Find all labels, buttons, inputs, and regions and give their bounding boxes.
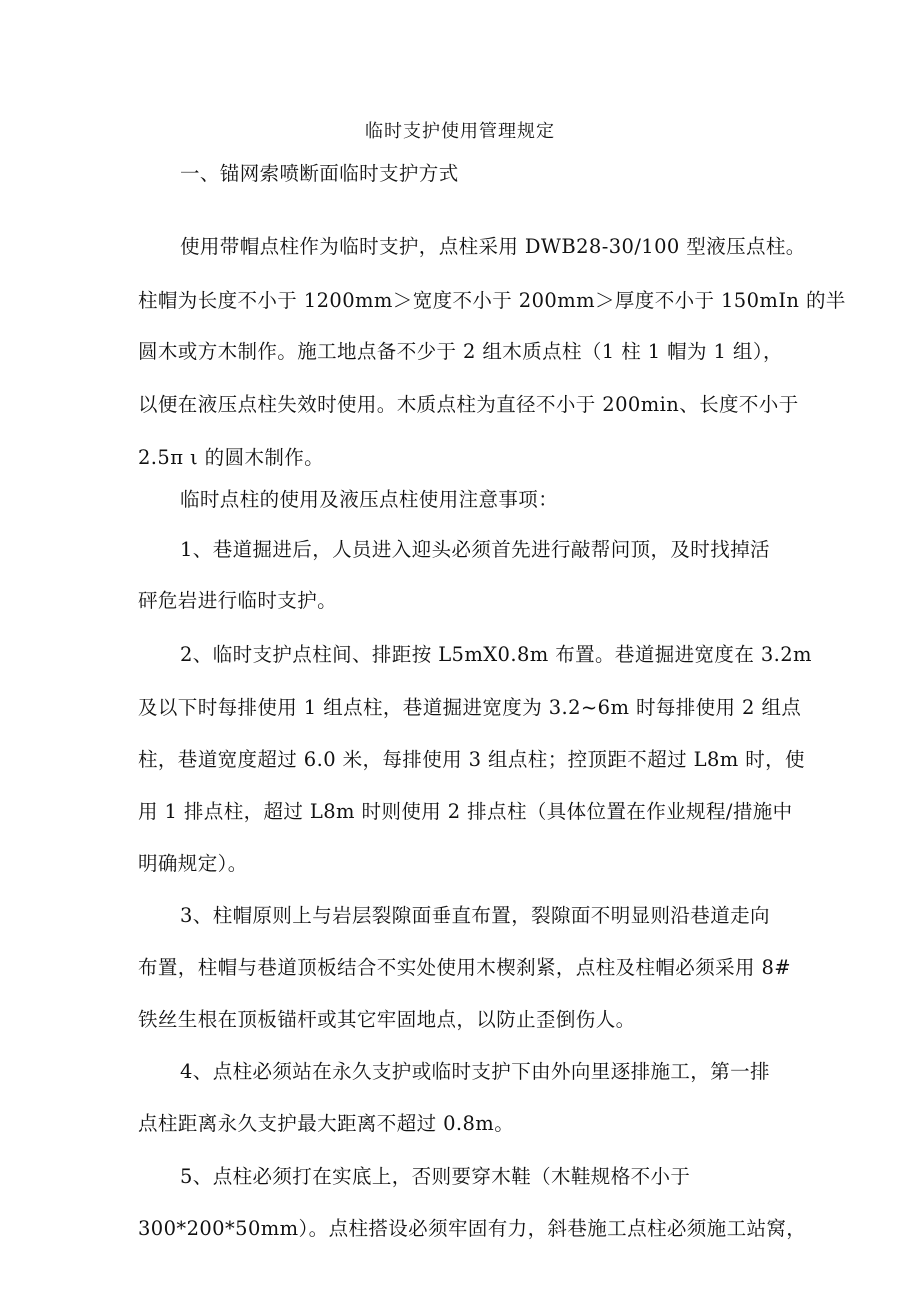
- paragraph-line: 2.5π ι 的圆木制作。: [138, 446, 325, 469]
- paragraph-line: 3、柱帽原则上与岩层裂隙面垂直布置，裂隙面不明显则沿巷道走向: [180, 904, 770, 927]
- paragraph-line: 5、点柱必须打在实底上，否则要穿木鞋（木鞋规格不小于: [180, 1165, 691, 1188]
- paragraph-line: 及以下时每排使用 1 组点柱，巷道掘进宽度为 3.2~6m 时每排使用 2 组点: [138, 696, 802, 719]
- paragraph-line: 使用带帽点柱作为临时支护，点柱采用 DWB28-30/100 型液压点柱。: [180, 235, 806, 258]
- section-heading: 一、锚网索喷断面临时支护方式: [180, 162, 459, 185]
- paragraph-line: 以便在液压点柱失效时使用。木质点柱为直径不小于 200min、长度不小于: [138, 393, 799, 416]
- paragraph-line: 4、点柱必须站在永久支护或临时支护下由外向里逐排施工，第一排: [180, 1060, 770, 1083]
- paragraph-line: 临时点柱的使用及液压点柱使用注意事项：: [180, 488, 559, 511]
- paragraph-line: 布置，柱帽与巷道顶板结合不实处使用木楔刹紧，点柱及柱帽必须采用 8#: [138, 956, 792, 979]
- paragraph-line: 柱帽为长度不小于 1200mm＞宽度不小于 200mm＞厚度不小于 150mIn 的半: [138, 289, 846, 312]
- paragraph-line: 明确规定）。: [138, 852, 248, 875]
- paragraph-line: 用 1 排点柱，超过 L8m 时则使用 2 排点柱（具体位置在作业规程/措施中: [138, 800, 793, 823]
- paragraph-line: 300*200*50mm）。点柱搭设必须牢固有力，斜巷施工点柱必须施工站窝，: [138, 1217, 807, 1240]
- paragraph-line: 1、巷道掘进后，人员进入迎头必须首先进行敲帮问顶，及时找掉活: [180, 538, 770, 561]
- paragraph-line: 砰危岩进行临时支护。: [138, 589, 338, 612]
- document-title: 临时支护使用管理规定: [365, 121, 555, 142]
- paragraph-line: 柱，巷道宽度超过 6.0 米，每排使用 3 组点柱；控顶距不超过 L8m 时，使: [138, 748, 805, 771]
- paragraph-line: 点柱距离永久支护最大距离不超过 0.8m。: [138, 1112, 515, 1135]
- paragraph-line: 铁丝生根在顶板锚杆或其它牢固地点，以防止歪倒伤人。: [138, 1008, 636, 1031]
- paragraph-line: 2、临时支护点柱间、排距按 L5mX0.8m 布置。巷道掘进宽度在 3.2m: [180, 643, 812, 666]
- paragraph-line: 圆木或方木制作。施工地点备不少于 2 组木质点柱（1 柱 1 帽为 1 组），: [138, 340, 783, 363]
